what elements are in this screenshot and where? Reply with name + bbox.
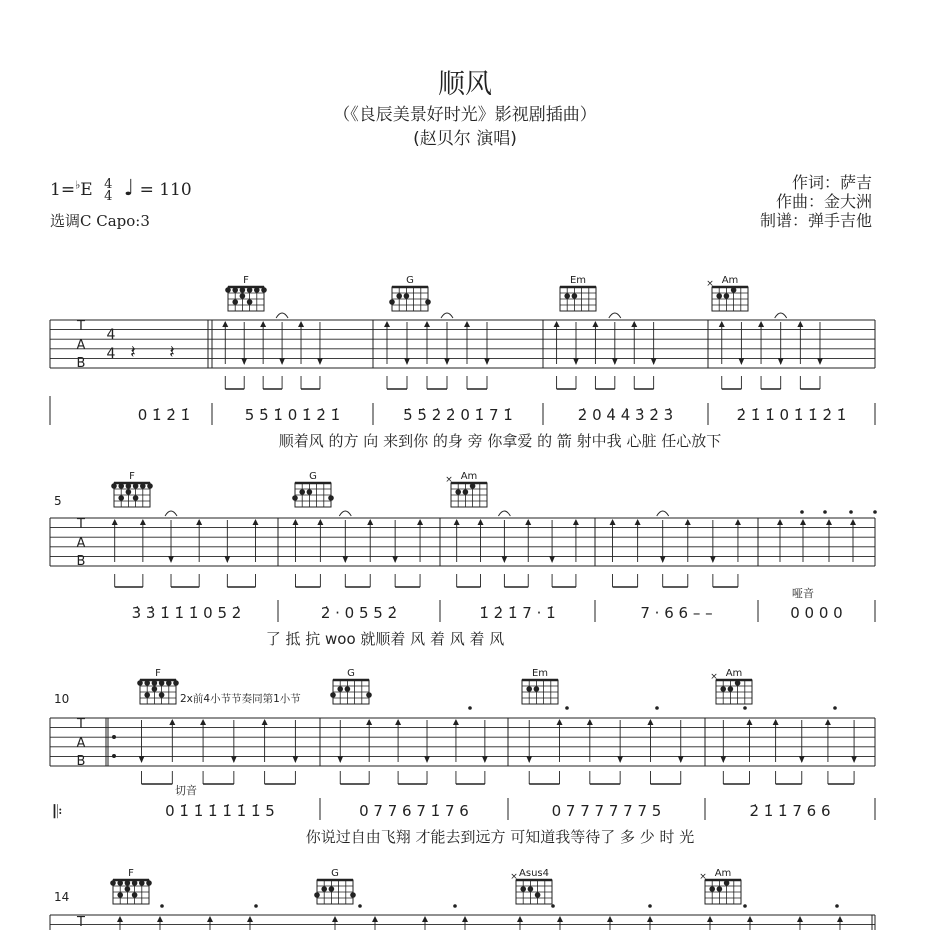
tab-letter: T — [77, 915, 85, 930]
song-subtitle: （《良辰美景好时光》影视剧插曲） — [333, 105, 597, 125]
chord-dot — [133, 483, 139, 489]
strum-up-arrow — [610, 519, 616, 525]
strum-up-arrow — [607, 916, 613, 922]
chord-name: Am — [721, 275, 739, 286]
chord-dot — [159, 680, 165, 686]
chord-name: Em — [531, 668, 549, 679]
chord-dot — [572, 293, 578, 299]
time-sig-top: 4 — [106, 327, 116, 343]
chord-dot — [137, 680, 143, 686]
chord-dot — [455, 489, 461, 495]
chord-dot — [166, 680, 172, 686]
staccato-dot — [468, 706, 472, 710]
mute-mark: × — [706, 279, 714, 289]
strum-up-arrow — [372, 916, 378, 922]
jianpu-measure: 1̇ 2̇ 1̇ 7 · 1̇ — [479, 604, 556, 622]
staccato-dot — [800, 510, 804, 514]
jianpu-measure: 0 0 0 0 — [790, 604, 843, 622]
staccato-dot — [743, 706, 747, 710]
tie-arc — [441, 313, 453, 318]
chord-dot — [261, 287, 267, 293]
chord-dot — [535, 892, 541, 898]
strum-up-arrow — [850, 519, 856, 525]
chord-dot — [133, 495, 139, 501]
staccato-dot — [254, 904, 258, 908]
jianpu-measure: 0 7 7 7 7 7 7 5 — [551, 802, 662, 820]
chord-name: F — [243, 275, 249, 286]
chord-dot — [404, 293, 410, 299]
arranger: 制谱：弹手吉他 — [759, 211, 872, 230]
chord-dot — [152, 680, 158, 686]
strum-up-arrow — [707, 916, 713, 922]
tie-arc — [657, 511, 669, 516]
chord-dot — [247, 299, 253, 305]
tab-letter: A — [76, 338, 86, 353]
strum-down-arrow — [279, 358, 285, 365]
strum-up-arrow — [517, 916, 523, 922]
mute-mark: × — [445, 475, 453, 485]
chord-name: F — [129, 471, 135, 482]
singer-credit: (赵贝尔 演唱) — [413, 129, 517, 149]
strum-down-arrow — [817, 358, 823, 365]
tab-letter: B — [76, 356, 86, 371]
strum-up-arrow — [252, 519, 258, 525]
chord-dot — [337, 686, 343, 692]
chord-name: Em — [569, 275, 587, 286]
strum-down-arrow — [549, 556, 555, 563]
tab-letter: T — [77, 517, 85, 532]
strum-down-arrow — [799, 756, 805, 763]
chord-dot — [345, 686, 351, 692]
strum-down-arrow — [501, 556, 507, 563]
chord-dot — [366, 692, 372, 698]
chord-dot — [125, 886, 131, 892]
chord-dot — [117, 880, 123, 886]
strum-up-arrow — [262, 719, 268, 725]
strum-up-arrow — [222, 321, 228, 327]
tie-arc — [609, 313, 621, 318]
tie-arc — [498, 511, 510, 516]
chord-dot — [528, 886, 534, 892]
strum-up-arrow — [298, 321, 304, 327]
chord-dot — [232, 287, 238, 293]
strum-up-arrow — [525, 519, 531, 525]
strum-up-arrow — [247, 916, 253, 922]
strum-up-arrow — [424, 321, 430, 327]
chord-name: Asus4 — [519, 868, 549, 879]
chord-dot — [731, 287, 737, 293]
strum-up-arrow — [112, 519, 118, 525]
staccato-dot — [835, 904, 839, 908]
tab-letter: T — [77, 319, 85, 334]
tab-letter: A — [76, 536, 86, 551]
tab-letter: A — [76, 736, 86, 751]
staccato-dot — [648, 904, 652, 908]
staccato-dot — [873, 510, 877, 514]
strum-down-arrow — [484, 358, 490, 365]
strum-up-arrow — [367, 519, 373, 525]
strum-up-arrow — [196, 519, 202, 525]
mute-mark: × — [699, 872, 707, 882]
chord-dot — [132, 892, 138, 898]
strum-up-arrow — [735, 519, 741, 525]
strum-up-arrow — [758, 321, 764, 327]
chord-dot — [735, 680, 741, 686]
measure-number: 10 — [54, 692, 70, 706]
strum-up-arrow — [462, 916, 468, 922]
lyrics-line-1: 顺着风 的方 向 来到你 的身 旁 你拿爱 的 箭 射中我 心脏 任心放下 — [278, 432, 722, 450]
strum-up-arrow — [797, 916, 803, 922]
chord-name: G — [331, 868, 339, 879]
strum-up-arrow — [140, 519, 146, 525]
chord-dot — [147, 483, 153, 489]
key-note: E — [80, 180, 93, 200]
strum-up-arrow — [557, 719, 563, 725]
strum-up-arrow — [647, 719, 653, 725]
chord-dot — [159, 692, 165, 698]
technique-label: 哑音 — [792, 587, 814, 600]
strum-up-arrow — [478, 519, 484, 525]
jianpu-measure: 0 7 7 6 7 1̇ 7 6 — [359, 802, 469, 820]
tie-arc — [276, 313, 288, 318]
strum-up-arrow — [117, 916, 123, 922]
strum-down-arrow — [342, 556, 348, 563]
flat-sign: ♭ — [75, 178, 81, 192]
chord-dot — [330, 692, 336, 698]
chord-name: F — [128, 868, 134, 879]
chord-dot — [717, 886, 723, 892]
strum-down-arrow — [424, 756, 430, 763]
mute-mark: × — [710, 672, 718, 682]
strum-up-arrow — [557, 916, 563, 922]
strum-up-arrow — [746, 719, 752, 725]
strum-up-arrow — [635, 519, 641, 525]
chord-dot — [292, 495, 298, 501]
strum-down-arrow — [482, 756, 488, 763]
strum-down-arrow — [612, 358, 618, 365]
strum-up-arrow — [384, 321, 390, 327]
strum-up-arrow — [157, 916, 163, 922]
strum-up-arrow — [777, 519, 783, 525]
chord-dot — [125, 880, 131, 886]
chord-dot — [728, 686, 734, 692]
staccato-dot — [160, 904, 164, 908]
strum-down-arrow — [241, 358, 247, 365]
chord-dot — [470, 483, 476, 489]
strum-up-arrow — [169, 719, 175, 725]
strum-down-arrow — [224, 556, 230, 563]
tie-arc — [339, 511, 351, 516]
strum-up-arrow — [573, 519, 579, 525]
chord-dot — [724, 880, 730, 886]
composer: 作曲：金大洲 — [775, 192, 872, 211]
strum-down-arrow — [168, 556, 174, 563]
strum-down-arrow — [710, 556, 716, 563]
song-title: 顺风 — [438, 69, 492, 100]
strum-down-arrow — [292, 756, 298, 763]
capo-info: 选调C Capo:3 — [50, 212, 150, 230]
repeat-dot — [112, 754, 116, 758]
strum-up-arrow — [422, 916, 428, 922]
strum-down-arrow — [317, 358, 323, 365]
jianpu-measure: 2̇ 1̇ 1̇ 0 1̇ 1̇ 2̇ 1̇ — [736, 406, 847, 424]
strum-up-arrow — [554, 321, 560, 327]
chord-dot — [132, 880, 138, 886]
strum-down-arrow — [404, 358, 410, 365]
strum-down-arrow — [851, 756, 857, 763]
repeat-note: 2x前4小节节奏同第1小节 — [180, 693, 301, 705]
technique-label: 切音 — [175, 784, 197, 797]
strum-up-arrow — [317, 519, 323, 525]
strum-up-arrow — [454, 519, 460, 525]
staccato-dot — [358, 904, 362, 908]
strum-up-arrow — [200, 719, 206, 725]
chord-dot — [140, 483, 146, 489]
chord-dot — [425, 299, 431, 305]
strum-up-arrow — [260, 321, 266, 327]
chord-dot — [117, 892, 123, 898]
repeat-start-sign: 𝄆 — [53, 802, 63, 823]
strum-up-arrow — [719, 321, 725, 327]
chord-dot — [534, 686, 540, 692]
chord-name: G — [309, 471, 317, 482]
strum-down-arrow — [444, 358, 450, 365]
jianpu-measure: 0 1̇ 2̇ 1̇ — [137, 406, 191, 424]
strum-up-arrow — [685, 519, 691, 525]
lyricist: 作词：萨吉 — [791, 173, 872, 192]
chord-dot — [389, 299, 395, 305]
strum-up-arrow — [797, 321, 803, 327]
staccato-dot — [453, 904, 457, 908]
strum-up-arrow — [292, 519, 298, 525]
rest-icon: 𝄽 — [130, 342, 136, 363]
chord-dot — [350, 892, 356, 898]
chord-dot — [173, 680, 179, 686]
strum-up-arrow — [773, 719, 779, 725]
strum-down-arrow — [573, 358, 579, 365]
staccato-dot — [655, 706, 659, 710]
chord-dot — [225, 287, 231, 293]
chord-dot — [329, 886, 335, 892]
staccato-dot — [849, 510, 853, 514]
tab-letter: B — [76, 754, 86, 769]
strum-up-arrow — [464, 321, 470, 327]
chord-dot — [564, 293, 570, 299]
chord-dot — [520, 886, 526, 892]
chord-dot — [240, 287, 246, 293]
strum-down-arrow — [660, 556, 666, 563]
time-sig-bottom: 4 — [106, 346, 116, 362]
chord-name: Am — [714, 868, 732, 879]
time-bottom: 4 — [104, 188, 113, 204]
tie-arc — [775, 313, 787, 318]
jianpu-measure: 7 · 6 6 – – — [640, 604, 713, 622]
strum-down-arrow — [678, 756, 684, 763]
chord-dot — [321, 886, 327, 892]
chord-dot — [118, 495, 124, 501]
lyrics-line-3: 你说过自由飞翔 才能去到远方 可知道我等待了 多 少 时 光 — [305, 828, 695, 846]
jianpu-measure: 5 5̇ 1̇ 0 1̇ 2̇ 1̇ — [244, 406, 341, 424]
chord-dot — [314, 892, 320, 898]
strum-up-arrow — [837, 916, 843, 922]
chord-dot — [396, 293, 402, 299]
chord-name: G — [406, 275, 414, 286]
chord-dot — [110, 880, 116, 886]
strum-down-arrow — [651, 358, 657, 365]
strum-down-arrow — [526, 756, 532, 763]
chord-dot — [328, 495, 334, 501]
chord-dot — [126, 489, 132, 495]
key-label: 1= — [50, 180, 76, 200]
staccato-dot — [565, 706, 569, 710]
strum-down-arrow — [617, 756, 623, 763]
chord-dot — [724, 293, 730, 299]
strum-down-arrow — [738, 358, 744, 365]
chord-dot — [152, 686, 158, 692]
measure-number: 5 — [54, 494, 62, 508]
strum-up-arrow — [366, 719, 372, 725]
jianpu-measure: 3̇ 3̇ 1̇ 1̇ 1̇ 0 5 2̇ — [131, 604, 242, 622]
strum-up-arrow — [417, 519, 423, 525]
staccato-dot — [551, 904, 555, 908]
jianpu-measure: 0 1̇ 1̇ 1̇ 1̇ 1̇ 1̇ 5 — [165, 802, 275, 820]
strum-up-arrow — [747, 916, 753, 922]
chord-dot — [144, 692, 150, 698]
strum-down-arrow — [778, 358, 784, 365]
chord-name: Am — [460, 471, 478, 482]
strum-up-arrow — [332, 916, 338, 922]
jianpu-measure: 2̇ · 0 5 5 2̇ — [320, 604, 398, 622]
chord-dot — [463, 489, 469, 495]
jianpu-measure: 5̇ 5̇ 2̇ 2̇ 0 1̇ 7 1̇ — [403, 406, 513, 424]
strum-up-arrow — [592, 321, 598, 327]
strum-up-arrow — [826, 519, 832, 525]
rest-icon: 𝄽 — [169, 342, 175, 363]
strum-down-arrow — [392, 556, 398, 563]
mute-mark: × — [510, 872, 518, 882]
strum-up-arrow — [631, 321, 637, 327]
strum-down-arrow — [720, 756, 726, 763]
repeat-dot — [112, 735, 116, 739]
chord-name: G — [347, 668, 355, 679]
measure-number: 14 — [54, 890, 70, 904]
strum-up-arrow — [825, 719, 831, 725]
chord-dot — [126, 483, 132, 489]
chord-dot — [299, 489, 305, 495]
time-top: 4 — [104, 176, 113, 192]
lyrics-line-2: 了 抵 抗 woo 就顺着 风 着 风 着 风 — [265, 630, 505, 648]
chord-dot — [307, 489, 313, 495]
chord-dot — [144, 680, 150, 686]
jianpu-measure: 2̇ 0 4̇ 4̇ 3̇ 2̇ 3̇ — [577, 406, 674, 424]
strum-up-arrow — [800, 519, 806, 525]
strum-down-arrow — [337, 756, 343, 763]
chord-name: F — [155, 668, 161, 679]
chord-dot — [111, 483, 117, 489]
chord-dot — [232, 299, 238, 305]
chord-dot — [247, 287, 253, 293]
strum-down-arrow — [231, 756, 237, 763]
chord-dot — [139, 880, 145, 886]
strum-up-arrow — [395, 719, 401, 725]
chord-dot — [720, 686, 726, 692]
strum-up-arrow — [453, 719, 459, 725]
tie-arc — [165, 511, 177, 516]
tab-letter: B — [76, 554, 86, 569]
quarter-note-icon: ♩ — [123, 176, 135, 201]
jianpu-measure: 2̇ 1̇ 1̇ 7 6 6 — [749, 802, 831, 820]
chord-dot — [146, 880, 152, 886]
chord-dot — [716, 293, 722, 299]
chord-dot — [526, 686, 532, 692]
tempo-value: = 110 — [139, 180, 192, 200]
strum-up-arrow — [207, 916, 213, 922]
chord-name: Am — [725, 668, 743, 679]
strum-up-arrow — [647, 916, 653, 922]
staccato-dot — [833, 706, 837, 710]
staccato-dot — [743, 904, 747, 908]
tab-letter: T — [77, 717, 85, 732]
chord-dot — [118, 483, 124, 489]
strum-down-arrow — [139, 756, 145, 763]
chord-dot — [254, 287, 260, 293]
chord-dot — [709, 886, 715, 892]
strum-up-arrow — [587, 719, 593, 725]
staccato-dot — [823, 510, 827, 514]
chord-dot — [240, 293, 246, 299]
